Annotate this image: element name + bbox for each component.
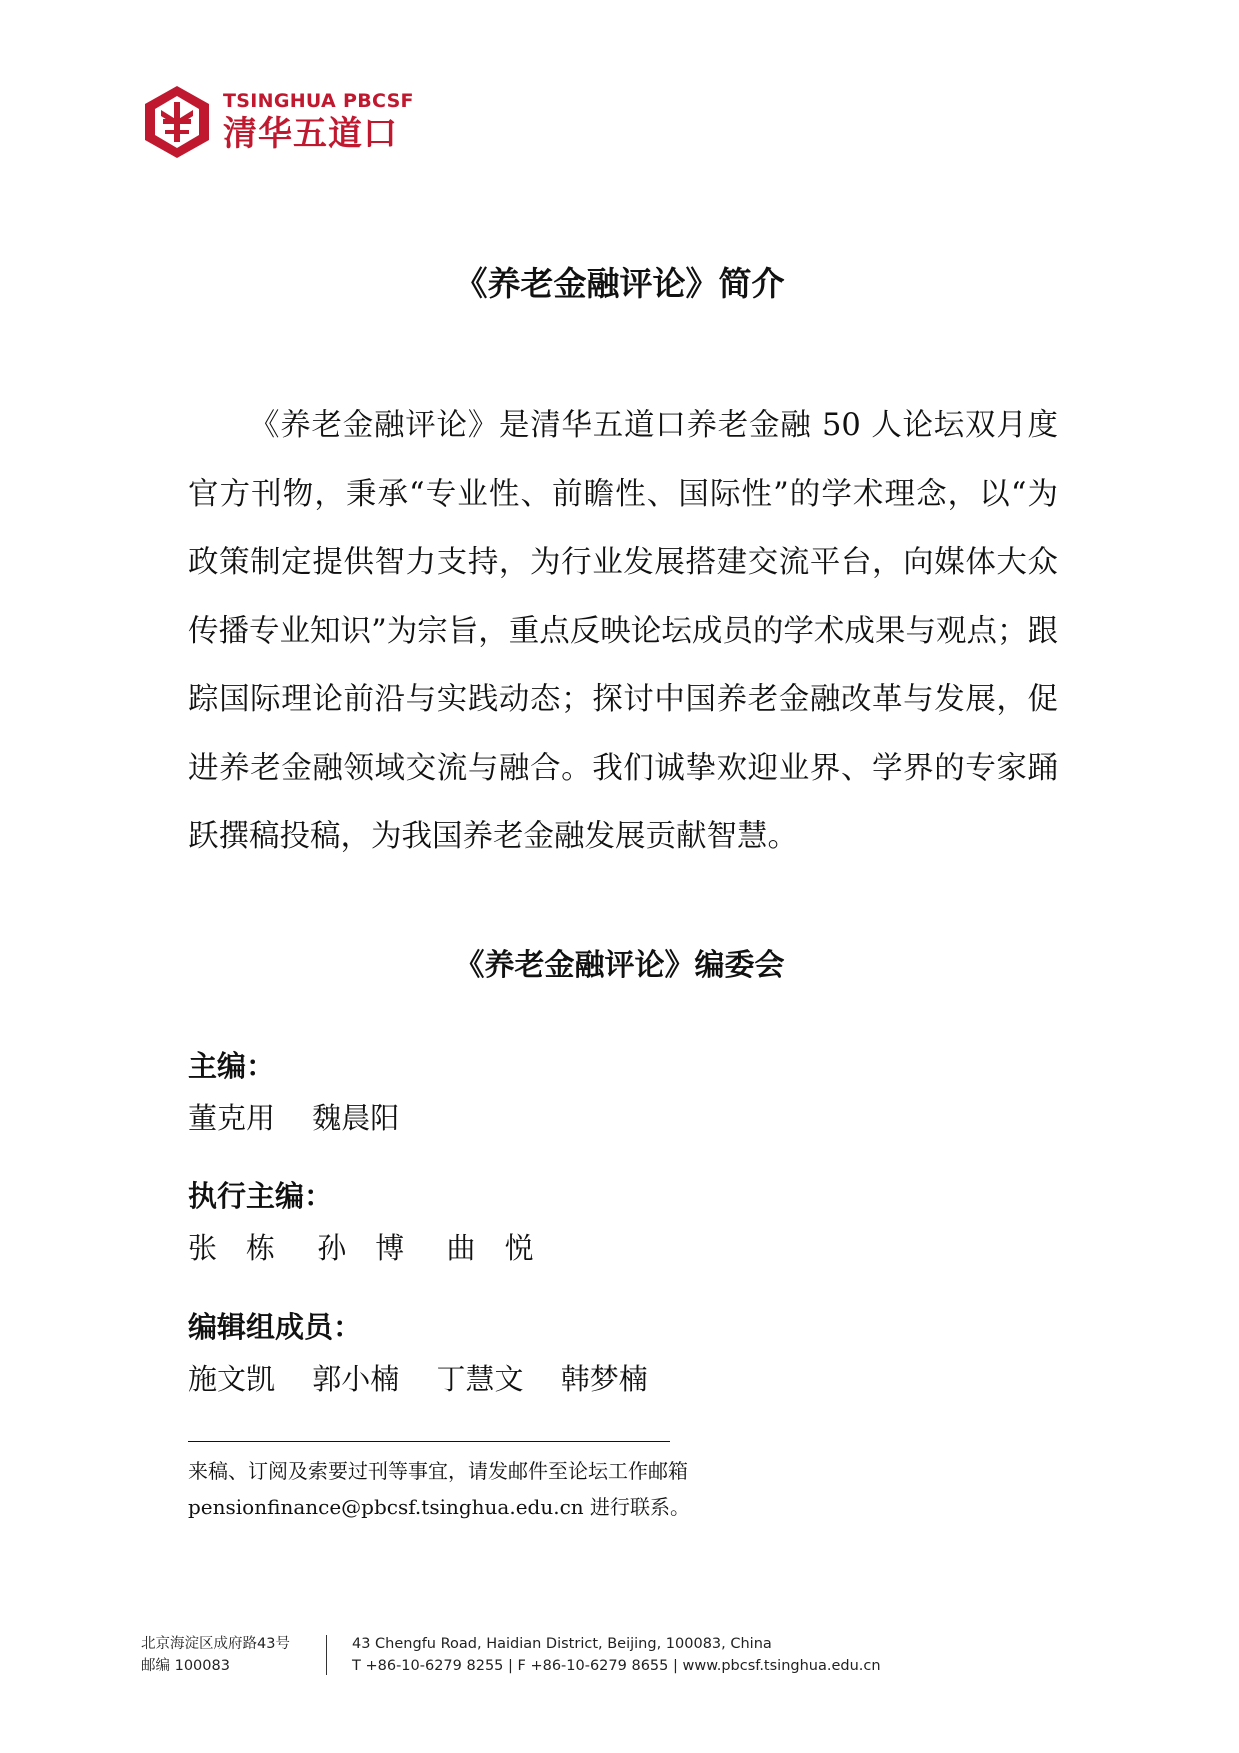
member-name: 施文凯: [188, 1362, 276, 1396]
board-title: 《养老金融评论》编委会: [454, 948, 785, 983]
intro-title: 《养老金融评论》简介: [454, 264, 785, 303]
member-names: [188, 1357, 676, 1398]
footer-address-en: 43 Chengfu Road, Haidian District, Beijing, 100083, China: [352, 1636, 772, 1652]
exec-editor-name: 曲 悦: [446, 1231, 534, 1265]
footer-address-en-block: [352, 1633, 881, 1677]
chief-editor-name: 魏晨阳: [312, 1101, 400, 1135]
footer-address-cn-block: [141, 1633, 290, 1677]
exec-editor-names: [188, 1226, 566, 1267]
exec-editor-name: 孙 博: [317, 1231, 405, 1265]
member-name: 韩梦楠: [560, 1362, 648, 1396]
page-footer: [0, 1633, 1239, 1693]
intro-paragraph: 《养老金融评论》是清华五道口养老金融 50 人论坛双月度官方刊物，秉承“专业性、前瞻性、国际性”的学术理念，以“为政策制定提供智力支持，为行业发展搭建交流平台，向媒体大众传播专业知识”为宗旨，重点反映论坛成员的学术成果与观点；跟踪国际理论前沿与实践动态；探讨中国养老金融改革与发展，促进养老金融领域交流与融合。我们诚挚欢迎业界、学界的专家踊跃撰稿投稿，为我国养老金融发展贡献智慧。: [188, 408, 1058, 854]
footer-divider: [326, 1635, 327, 1675]
member-name: 丁慧文: [436, 1362, 524, 1396]
brand-name-cn: 清华五道口: [223, 114, 398, 154]
chief-editor-label: 主编：: [188, 1049, 276, 1083]
pbcsf-emblem-icon: [143, 84, 211, 160]
exec-editor-name: 张 栋: [188, 1231, 276, 1265]
footer-postcode: 邮编 100083: [141, 1658, 230, 1674]
chief-editor-name: 董克用: [188, 1101, 276, 1135]
tsinghua-pbcsf-logo: [143, 84, 443, 160]
footer-contact: T +86-10-6279 8255 | F +86-10-6279 8655 | www.pbcsf.tsinghua.edu.cn: [352, 1658, 881, 1674]
footnote-divider: [188, 1441, 670, 1442]
exec-editor-label: 执行主编：: [188, 1179, 334, 1213]
member-name: 郭小楠: [312, 1362, 400, 1396]
chief-editor-names: [188, 1096, 427, 1137]
footnote-line-1: 来稿、订阅及索要过刊等事宜，请发邮件至论坛工作邮箱: [188, 1459, 688, 1483]
footer-address-cn: 北京海淀区成府路43号: [141, 1636, 290, 1652]
members-label: 编辑组成员：: [188, 1310, 363, 1344]
brand-name-en: TSINGHUA PBCSF: [223, 90, 414, 112]
footnote-line-2: pensionfinance@pbcsf.tsinghua.edu.cn 进行联系。: [188, 1495, 691, 1519]
